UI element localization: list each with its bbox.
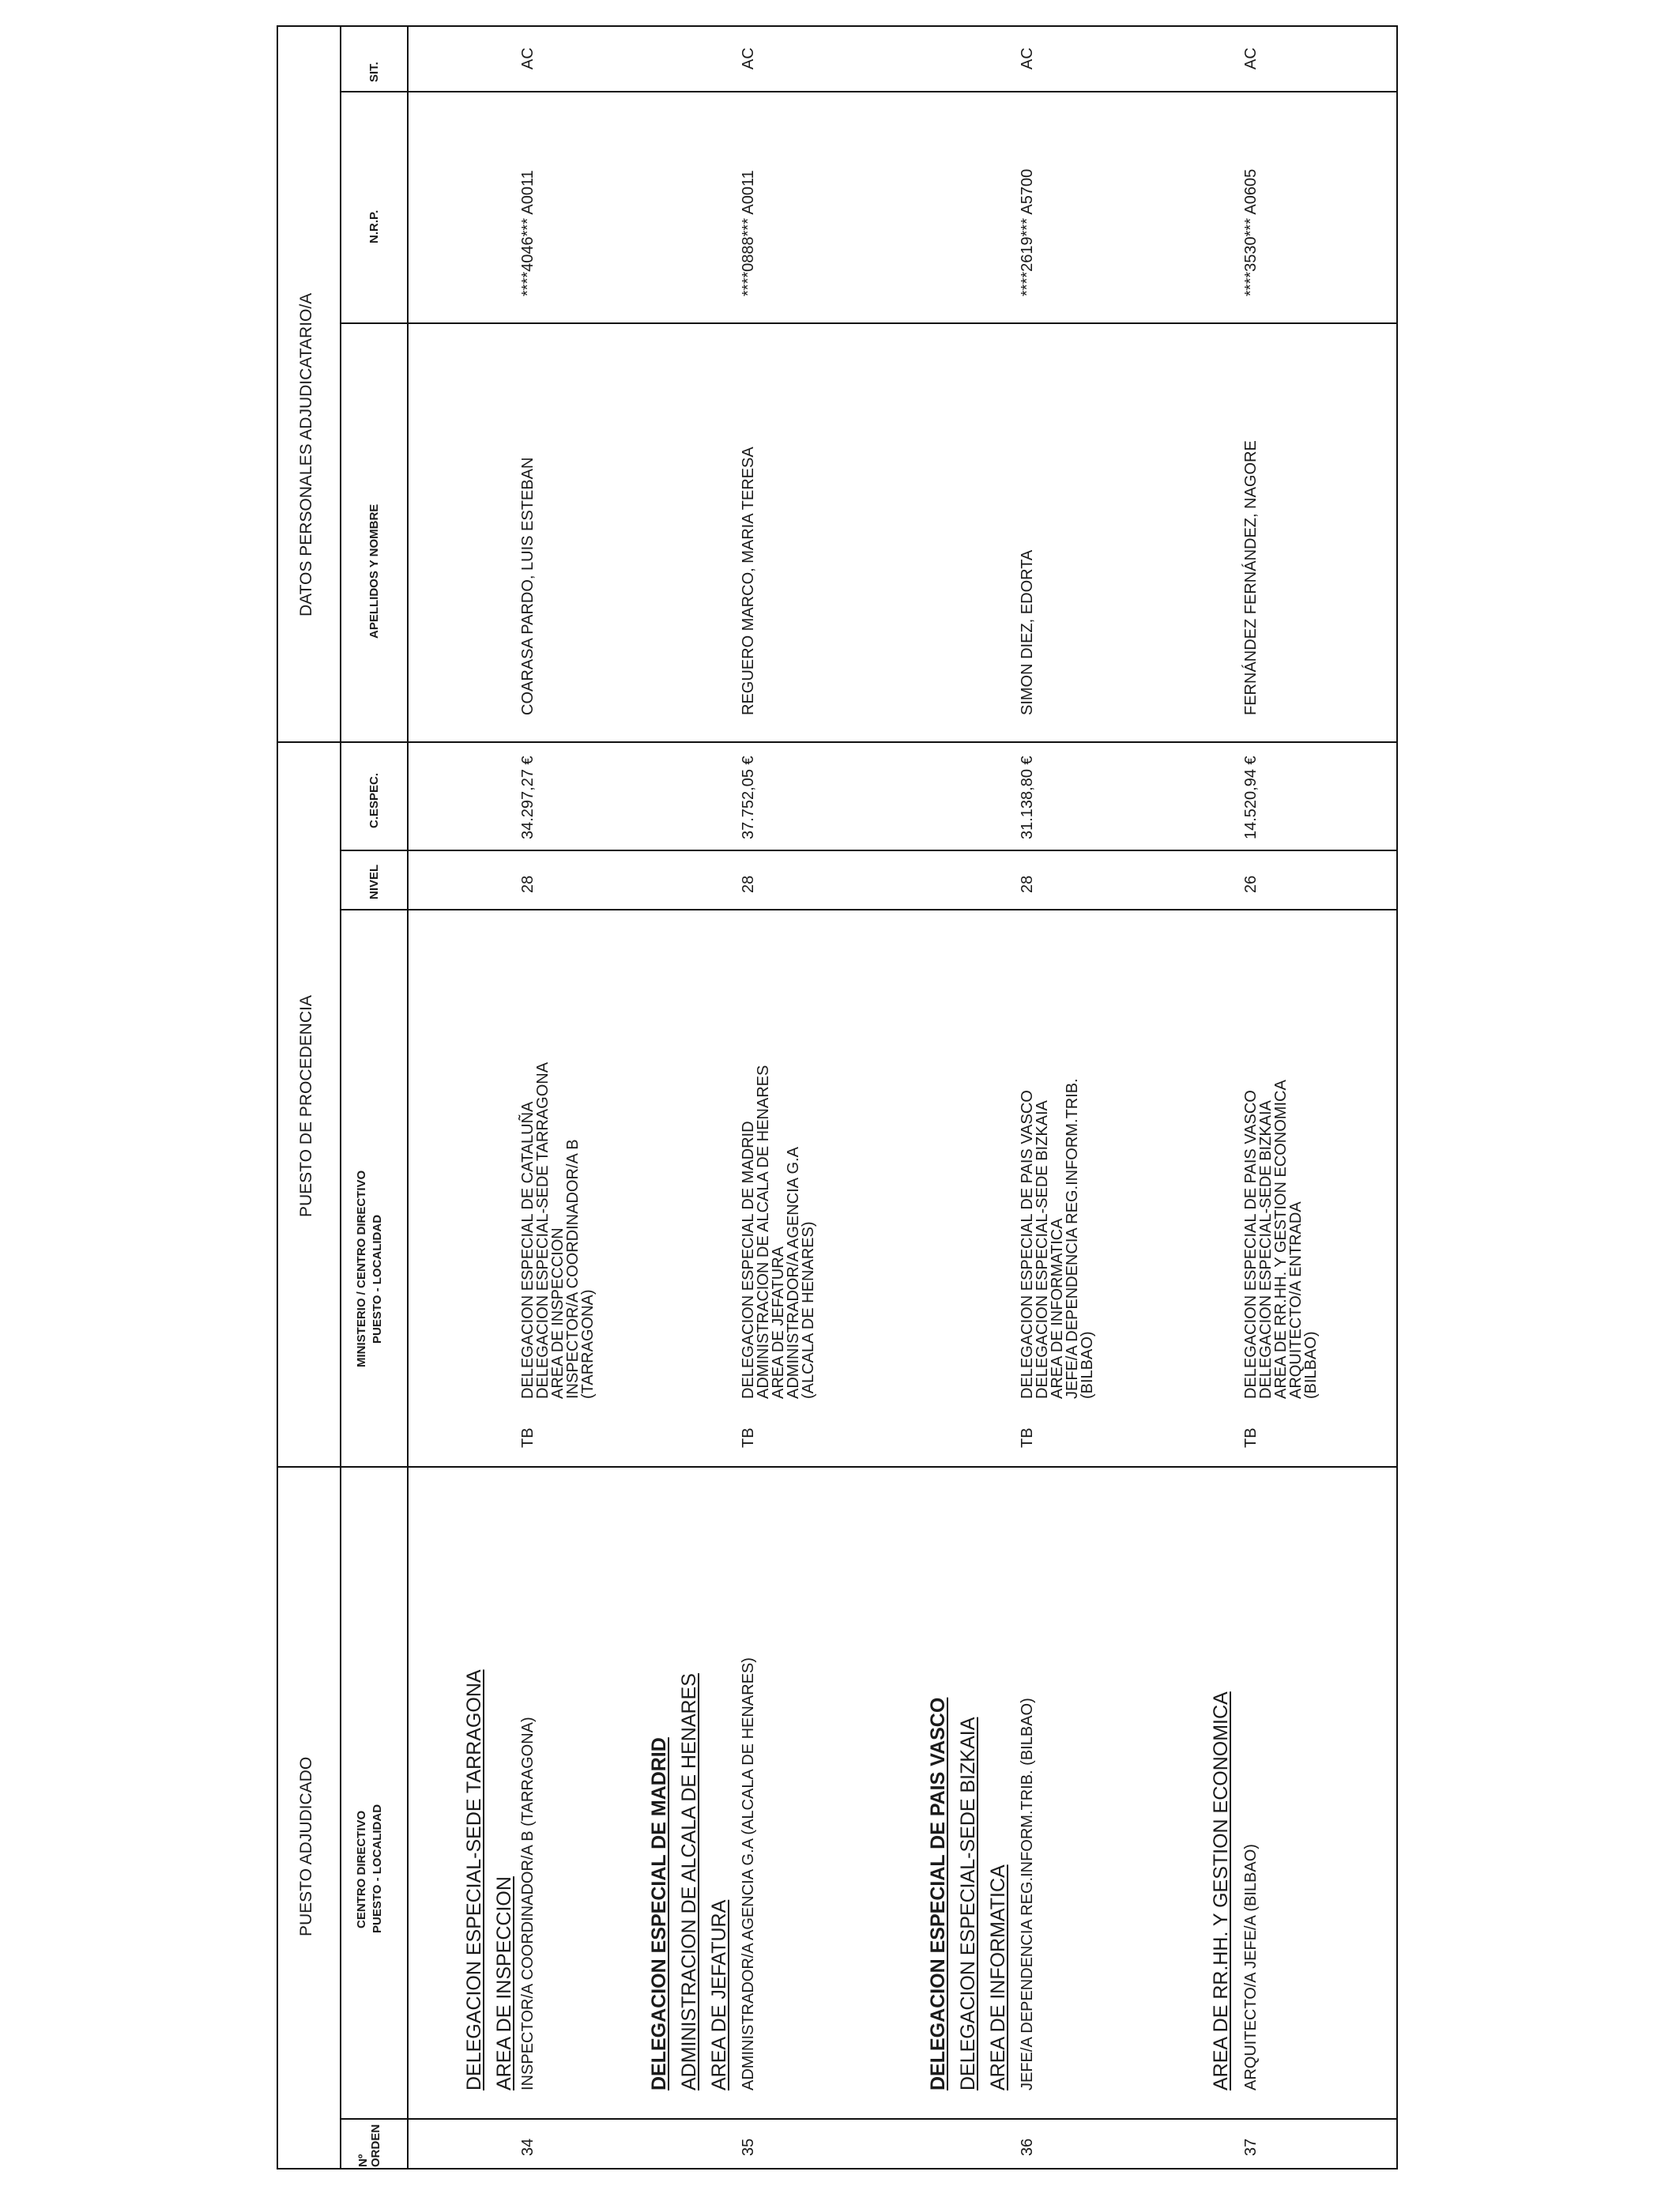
row36-nrp: ****2619*** A5700 [1019,168,1036,296]
table-border-right [1396,25,1398,2169]
row34-nombre: COARASA PARDO, LUIS ESTEBAN [519,457,537,715]
subheader-centro-1: CENTRO DIRECTIVO [355,1810,368,1928]
table-border-bottom [277,2168,1398,2169]
row35-group-2: ADMINISTRACION DE ALCALA DE HENARES [678,1673,700,2090]
row34-puesto: INSPECTOR/A COORDINADOR/A B (TARRAGONA) [519,1717,537,2090]
row35-nivel: 28 [740,875,757,893]
row34-group-1: DELEGACION ESPECIAL-SEDE TARRAGONA [463,1669,485,2090]
col-divider-apellidos [340,322,1398,324]
row34-proc-4: INSPECTOR/A COORDINADOR/A B [564,1139,582,1399]
row35-puesto: ADMINISTRADOR/A AGENCIA G.A (ALCALA DE HENARES) [740,1657,757,2090]
row35-proc-2: ADMINISTRACION DE ALCALA DE HENARES [755,1065,772,1399]
row34-nrp: ****4046*** A0011 [519,170,537,296]
row37-nombre: FERNÁNDEZ FERNÁNDEZ, NAGORE [1242,440,1260,715]
row36-nivel: 28 [1019,875,1036,893]
row37-proc-2: DELEGACION ESPECIAL-SEDE BIZKAIA [1257,1100,1275,1399]
row35-ministerio: TB [740,1427,757,1448]
header-separator [340,25,341,2169]
row35-nrp: ****0888*** A0011 [740,170,757,296]
row36-ministerio: TB [1019,1427,1036,1448]
row35-sit: AC [740,47,757,70]
row37-group-1: AREA DE RR.HH. Y GESTION ECONOMICA [1210,1691,1232,2090]
row34-orden: 34 [519,2138,537,2156]
col-divider-orden [340,2118,1398,2120]
subheader-ministerio-1: MINISTERIO / CENTRO DIRECTIVO [355,1170,368,1367]
subheader-orden-2: ORDEN [369,2124,382,2167]
row37-nivel: 26 [1242,875,1260,893]
row35-orden: 35 [740,2138,757,2156]
row35-proc-3: AREA DE JEFATURA [770,1246,787,1399]
row36-group-2: DELEGACION ESPECIAL-SEDE BIZKAIA [957,1717,979,2090]
row36-proc-4: JEFE/A DEPENDENCIA REG.INFORM.TRIB. [1064,1078,1081,1399]
row36-proc-1: DELEGACION ESPECIAL DE PAIS VASCO [1019,1090,1036,1399]
col-divider-nrp [340,91,1398,92]
row34-proc-2: DELEGACION ESPECIAL-SEDE TARRAGONA [534,1061,552,1399]
subheader-centro-2: PUESTO - LOCALIDAD [371,1804,384,1933]
row36-sit: AC [1019,47,1036,70]
row37-nrp: ****3530*** A0605 [1242,168,1260,296]
row35-proc-1: DELEGACION ESPECIAL DE MADRID [740,1121,757,1399]
row35-group-1: DELEGACION ESPECIAL DE MADRID [648,1737,670,2090]
row37-puesto: ARQUITECTO/A JEFE/A (BILBAO) [1242,1844,1260,2090]
row37-proc-4: ARQUITECTO/A ENTRADA [1287,1201,1305,1399]
row34-nivel: 28 [519,875,537,893]
header-puesto-adjudicado: PUESTO ADJUDICADO [297,1756,315,1936]
row36-cespec: 31.138,80 € [1019,756,1036,839]
group-divider-1 [277,1466,1398,1468]
table-border-left [277,25,278,2169]
row34-ministerio: TB [519,1427,537,1448]
row37-proc-3: AREA DE RR.HH. Y GESTION ECONOMICA [1272,1080,1290,1399]
header-datos-personales: DATOS PERSONALES ADJUDICATARIO/A [297,292,315,616]
row34-proc-1: DELEGACION ESPECIAL DE CATALUÑA [519,1101,537,1399]
row34-group-2: AREA DE INSPECCION [493,1876,515,2090]
row34-proc-3: AREA DE INSPECCION [549,1227,567,1399]
row34-sit: AC [519,47,537,70]
col-divider-nivel [340,909,1398,910]
row37-sit: AC [1242,47,1260,70]
header-puesto-procedencia: PUESTO DE PROCEDENCIA [297,995,315,1217]
row36-orden: 36 [1019,2138,1036,2156]
row36-proc-5: (BILBAO) [1079,1331,1096,1399]
subheader-nivel: NIVEL [367,864,381,899]
row34-cespec: 34.297,27 € [519,756,537,839]
subheader-apellidos: APELLIDOS Y NOMBRE [367,503,381,639]
row36-group-3: AREA DE INFORMATICA [987,1864,1009,2090]
row36-proc-3: AREA DE INFORMATICA [1049,1218,1066,1399]
row35-proc-4: ADMINISTRADOR/A AGENCIA G.A [785,1147,802,1399]
subheader-sit: SIT. [367,62,381,82]
subheader-orden-1: Nº [356,2154,370,2167]
row36-group-1: DELEGACION ESPECIAL DE PAIS VASCO [927,1697,949,2090]
row37-cespec: 14.520,94 € [1242,756,1260,839]
subheader-separator [407,25,409,2169]
col-divider-cespec [340,850,1398,851]
row35-proc-5: (ALCALA DE HENARES) [800,1221,817,1399]
row37-proc-5: (BILBAO) [1302,1331,1320,1399]
subheader-nrp: N.R.P. [367,209,381,243]
row35-group-3: AREA DE JEFATURA [708,1899,730,2090]
row36-puesto: JEFE/A DEPENDENCIA REG.INFORM.TRIB. (BILBAO) [1019,1698,1036,2090]
row35-nombre: REGUERO MARCO, MARIA TERESA [740,447,757,715]
table-border-top [277,25,1398,27]
group-divider-2 [277,741,1398,743]
row36-nombre: SIMON DIEZ, EDORTA [1019,549,1036,715]
row36-proc-2: DELEGACION ESPECIAL-SEDE BIZKAIA [1034,1100,1051,1399]
subheader-ministerio-2: PUESTO - LOCALIDAD [371,1214,384,1344]
row37-orden: 37 [1242,2138,1260,2156]
row34-proc-5: (TARRAGONA) [579,1289,597,1399]
subheader-cespec: C.ESPEC. [367,772,381,828]
row37-proc-1: DELEGACION ESPECIAL DE PAIS VASCO [1242,1090,1260,1399]
row37-ministerio: TB [1242,1427,1260,1448]
row35-cespec: 37.752,05 € [740,756,757,839]
